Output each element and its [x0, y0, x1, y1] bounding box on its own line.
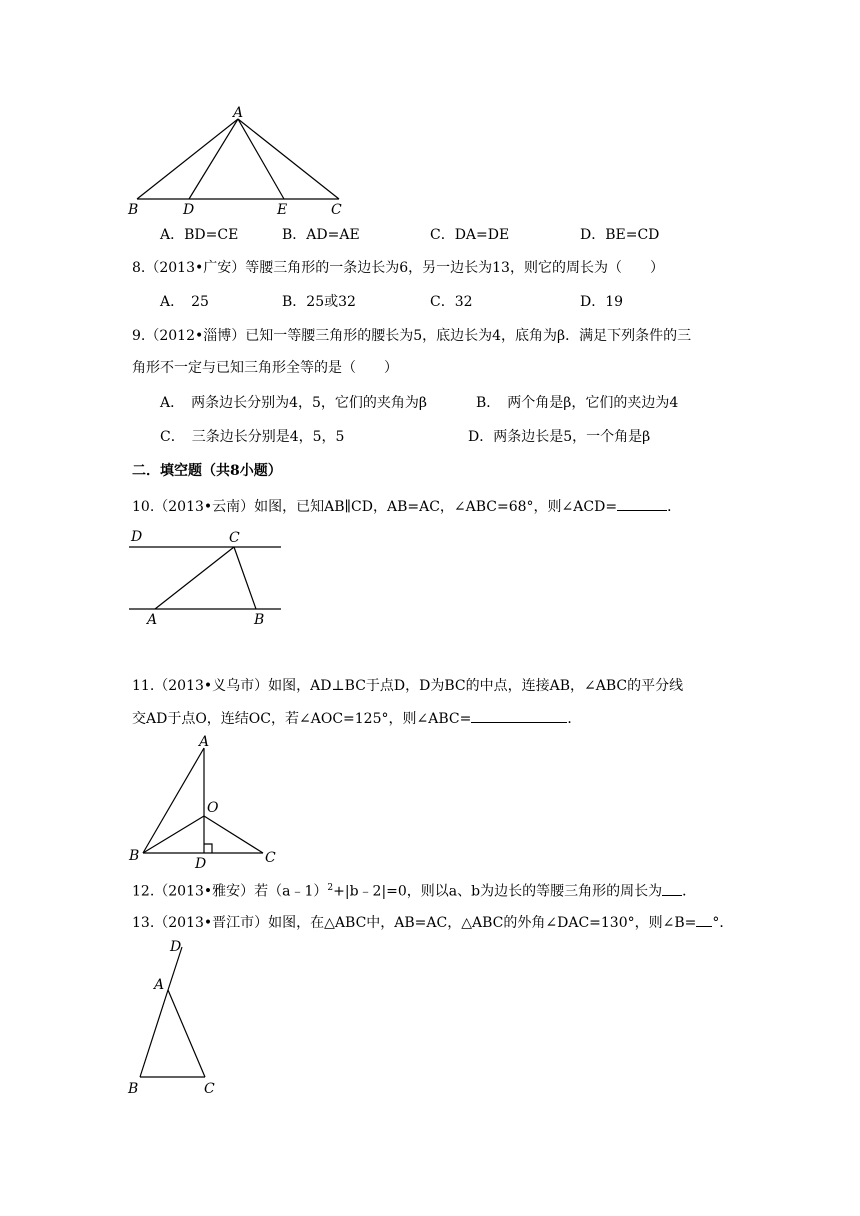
q13-answer-blank[interactable] — [696, 912, 712, 927]
q8-option-d[interactable]: D．19 — [580, 294, 624, 310]
q11-stem-line2 — [132, 708, 581, 729]
q12-superscript: 2 — [327, 883, 334, 893]
label-a: A — [147, 612, 158, 628]
q9-option-d[interactable]: D．两条边长是5，一个角是β — [468, 429, 651, 445]
segment-ab — [137, 119, 238, 199]
label-b: B — [129, 848, 140, 864]
figure-q7-triangle — [125, 105, 355, 218]
q13-tail: °． — [712, 915, 734, 931]
q7-option-d[interactable]: D．BE=CD — [580, 227, 660, 243]
label-e: E — [277, 202, 288, 218]
q8-stem: 8.（2013•广安）等腰三角形的一条边长为6，另一边长为13，则它的周长为（ ） — [132, 260, 664, 276]
q8-option-a[interactable]: A． 25 — [160, 294, 209, 310]
q7-option-c[interactable]: C．DA=DE — [430, 227, 510, 243]
segment-ac — [238, 119, 339, 199]
label-c: C — [204, 1081, 215, 1097]
segment-cb — [234, 547, 256, 609]
q11-stem-text: 交AD于点O，连结OC，若∠AOC=125°，则∠ABC= — [132, 711, 472, 727]
figure-q13-triangle — [124, 935, 244, 1105]
q12-stem-post: +|b﹣2|=0，则以a、b为边长的等腰三角形的周长为 — [333, 883, 663, 900]
q9-stem-line2: 角形不一定与已知三角形全等的是（ ） — [132, 360, 398, 376]
segment-ac — [155, 547, 234, 609]
label-b: B — [254, 612, 265, 628]
q11-stem-line1: 11.（2013•义乌市）如图，AD⊥BC于点D，D为BC的中点，连接AB，∠ABC的平分线 — [132, 678, 684, 694]
label-c: C — [265, 850, 276, 866]
label-a: A — [199, 734, 210, 750]
q9-option-c[interactable]: C． 三条边长分别是4，5，5 — [160, 429, 345, 445]
segment-ab — [143, 748, 204, 853]
label-d: D — [183, 202, 195, 218]
q7-option-b[interactable]: B．AD=AE — [282, 227, 360, 243]
q9-stem-line1: 9.（2012•淄博）已知一等腰三角形的腰长为5，底边长为4，底角为β．满足下列条件的三 — [132, 328, 692, 344]
segment-bo — [143, 816, 204, 853]
label-b: B — [128, 1081, 139, 1097]
figure-q11-triangle — [125, 730, 295, 870]
q10-answer-blank[interactable] — [617, 496, 667, 511]
q8-option-c[interactable]: C．32 — [430, 294, 473, 310]
segment-ae — [238, 119, 284, 199]
q13-stem — [132, 912, 733, 933]
q12-stem — [132, 878, 696, 902]
segment-ab — [140, 990, 168, 1077]
q7-option-a[interactable]: A．BD=CE — [160, 227, 239, 243]
q11-tail: ． — [567, 711, 582, 727]
label-d: D — [131, 529, 143, 545]
q11-answer-blank[interactable] — [471, 708, 567, 723]
label-b: B — [128, 202, 139, 218]
q12-answer-blank[interactable] — [662, 881, 682, 896]
q9-option-b[interactable]: B． 两个角是β，它们的夹边为4 — [476, 395, 679, 411]
label-o: O — [207, 800, 219, 816]
q8-option-b[interactable]: B．25或32 — [282, 294, 356, 310]
q10-stem-text: 10.（2013•云南）如图，已知AB∥CD，AB=AC，∠ABC=68°，则∠ACD= — [132, 499, 618, 515]
section-fill-in-title: 二．填空题（共8小题） — [132, 463, 282, 479]
label-c: C — [331, 202, 342, 218]
figure-q10-parallel-lines — [125, 527, 295, 637]
label-d: D — [170, 939, 182, 955]
label-d: D — [195, 856, 207, 872]
q9-option-a[interactable]: A． 两条边长分别为4，5，它们的夹角为β — [160, 395, 428, 411]
q10-tail: ． — [667, 499, 682, 515]
segment-oc — [204, 816, 263, 853]
q12-stem-pre: 12.（2013•雅安）若（a﹣1） — [132, 883, 328, 900]
segment-ac — [168, 990, 205, 1077]
q10-stem — [132, 496, 681, 517]
q13-stem-text: 13.（2013•晋江市）如图，在△ABC中，AB=AC，△ABC的外角∠DAC=130°，则∠B= — [132, 915, 697, 931]
segment-ad — [189, 119, 238, 199]
label-c: C — [229, 530, 240, 546]
label-a: A — [154, 977, 165, 993]
right-angle-mark — [204, 844, 212, 853]
label-a: A — [233, 105, 244, 121]
q12-tail: ． — [682, 883, 697, 900]
